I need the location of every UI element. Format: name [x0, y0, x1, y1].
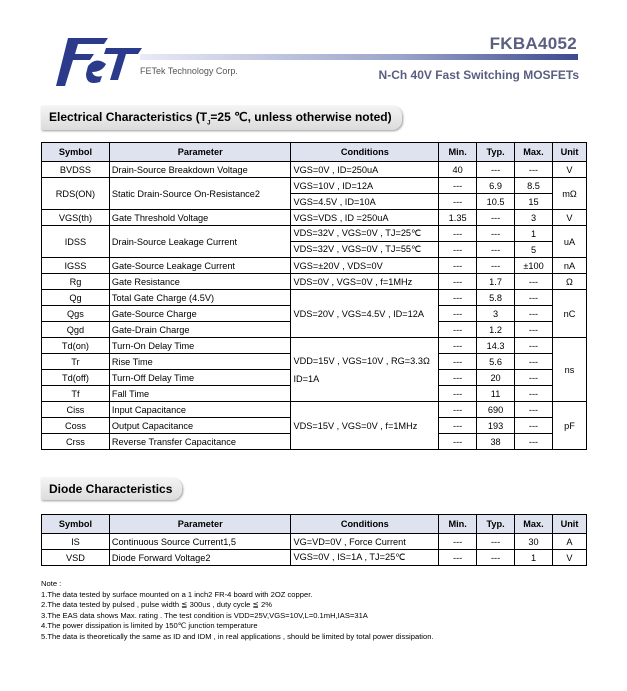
conditions: VGS=VDS , ID =250uA: [291, 210, 439, 226]
max: ---: [515, 338, 553, 354]
header-bar: [140, 54, 578, 60]
symbol: Rg: [42, 274, 110, 290]
typ: 14.3: [477, 338, 515, 354]
typ: 5.6: [477, 354, 515, 370]
note-5: 5.The data is theoretically the same as ID and IDM , in real applications , should be limited by total power dissipation.: [41, 631, 434, 641]
unit: mΩ: [552, 178, 586, 210]
unit: uA: [552, 226, 586, 258]
col-min: Min.: [439, 515, 477, 534]
col-unit: Unit: [552, 143, 586, 162]
typ: 10.5: [477, 194, 515, 210]
symbol: IDSS: [42, 226, 110, 258]
min: ---: [439, 274, 477, 290]
parameter: Gate-Drain Charge: [109, 322, 291, 338]
conditions: VDS=20V , VGS=4.5V , ID=12A: [291, 290, 439, 338]
min: ---: [439, 194, 477, 210]
max: ---: [515, 402, 553, 418]
table-row: [42, 210, 587, 226]
unit: V: [552, 550, 586, 566]
max: ---: [515, 354, 553, 370]
max: ---: [515, 306, 553, 322]
min: ---: [439, 242, 477, 258]
min: ---: [439, 550, 477, 566]
min: ---: [439, 290, 477, 306]
unit: V: [552, 162, 586, 178]
symbol: Td(off): [42, 370, 110, 386]
min: ---: [439, 354, 477, 370]
electrical-section-title: Electrical Characteristics ($T_J=25$ ℃, unless otherwise noted): [41, 106, 402, 130]
table-row: [42, 338, 587, 354]
conditions: VGS=0V , IS=1A , TJ=25℃: [291, 550, 439, 566]
min: ---: [439, 370, 477, 386]
typ: ---: [477, 550, 515, 566]
conditions: VDS=0V , VGS=0V , f=1MHz: [291, 274, 439, 290]
col-min: Min.: [439, 143, 477, 162]
min: ---: [439, 322, 477, 338]
col-typ: Typ.: [477, 515, 515, 534]
diode-table: [41, 514, 587, 566]
table-header: [42, 515, 587, 534]
unit: nA: [552, 258, 586, 274]
symbol: Ciss: [42, 402, 110, 418]
part-number: FKBA4052: [489, 34, 577, 53]
col-conditions: Conditions: [291, 515, 439, 534]
max: 3: [515, 210, 553, 226]
conditions: VGS=10V , ID=12A: [291, 178, 439, 194]
symbol: Crss: [42, 434, 110, 450]
conditions-line-1: VDD=15V , VGS=10V , RG=3.3Ω: [293, 355, 430, 366]
table-row: [42, 290, 587, 306]
table-row: [42, 550, 587, 566]
unit: nC: [552, 290, 586, 338]
electrical-table: [41, 142, 587, 450]
min: 1.35: [439, 210, 477, 226]
conditions-line-2: ID=1A: [293, 373, 320, 384]
col-symbol: Symbol: [42, 515, 110, 534]
col-conditions: Conditions: [291, 143, 439, 162]
conditions: VGS=0V , ID=250uA: [291, 162, 439, 178]
parameter: Gate Resistance: [109, 274, 291, 290]
min: ---: [439, 386, 477, 402]
typ: ---: [477, 534, 515, 550]
col-unit: Unit: [552, 515, 586, 534]
conditions: VDS=32V , VGS=0V , TJ=55℃: [291, 242, 439, 258]
parameter: Continuous Source Current1,5: [109, 534, 291, 550]
typ: 1.7: [477, 274, 515, 290]
typ: ---: [477, 162, 515, 178]
subtitle: N-Ch 40V Fast Switching MOSFETs: [378, 68, 579, 82]
symbol: Qg: [42, 290, 110, 306]
conditions: VGS=4.5V , ID=10A: [291, 194, 439, 210]
parameter: Rise Time: [109, 354, 291, 370]
parameter: Drain-Source Leakage Current: [109, 226, 291, 258]
min: ---: [439, 338, 477, 354]
min: ---: [439, 178, 477, 194]
typ: 690: [477, 402, 515, 418]
col-parameter: Parameter: [109, 143, 291, 162]
max: ---: [515, 370, 553, 386]
symbol: VSD: [42, 550, 110, 566]
parameter: Output Capacitance: [109, 418, 291, 434]
conditions: VDS=15V , VGS=0V , f=1MHz: [291, 402, 439, 450]
parameter: Fall Time: [109, 386, 291, 402]
unit: V: [552, 210, 586, 226]
col-max: Max.: [515, 143, 553, 162]
symbol: IGSS: [42, 258, 110, 274]
typ: 11: [477, 386, 515, 402]
conditions: [291, 338, 439, 402]
symbol: Coss: [42, 418, 110, 434]
company-name: FETek Technology Corp.: [140, 66, 238, 76]
note-1: 1.The data tested by surface mounted on a 1 inch2 FR-4 board with 2OZ copper.: [41, 589, 313, 599]
table-row: [42, 274, 587, 290]
typ: 5.8: [477, 290, 515, 306]
table-row: [42, 226, 587, 242]
parameter: Turn-Off Delay Time: [109, 370, 291, 386]
parameter: Drain-Source Breakdown Voltage: [109, 162, 291, 178]
parameter: Gate Threshold Voltage: [109, 210, 291, 226]
col-max: Max.: [515, 515, 553, 534]
table-row: [42, 534, 587, 550]
table-row: [42, 162, 587, 178]
note-2: 2.The data tested by pulsed , pulse width ≦ 300us , duty cycle ≦ 2%: [41, 600, 272, 609]
max: ---: [515, 386, 553, 402]
table-header: [42, 143, 587, 162]
conditions: VDS=32V , VGS=0V , TJ=25℃: [291, 226, 439, 242]
symbol: Tr: [42, 354, 110, 370]
typ: 193: [477, 418, 515, 434]
min: ---: [439, 226, 477, 242]
table-row: [42, 178, 587, 194]
parameter: Gate-Source Leakage Current: [109, 258, 291, 274]
typ: ---: [477, 210, 515, 226]
max: 1: [515, 550, 553, 566]
parameter: Total Gate Charge (4.5V): [109, 290, 291, 306]
max: ±100: [515, 258, 553, 274]
parameter: Static Drain-Source On-Resistance2: [109, 178, 291, 210]
typ: 20: [477, 370, 515, 386]
max: 30: [515, 534, 553, 550]
diode-section-title: Diode Characteristics: [41, 478, 182, 500]
conditions: VGS=±20V , VDS=0V: [291, 258, 439, 274]
min: ---: [439, 306, 477, 322]
conditions: VG=VD=0V , Force Current: [291, 534, 439, 550]
min: ---: [439, 534, 477, 550]
typ: ---: [477, 226, 515, 242]
symbol: Tf: [42, 386, 110, 402]
max: ---: [515, 434, 553, 450]
unit: A: [552, 534, 586, 550]
typ: 38: [477, 434, 515, 450]
typ: ---: [477, 242, 515, 258]
symbol: Qgd: [42, 322, 110, 338]
max: ---: [515, 322, 553, 338]
symbol: BVDSS: [42, 162, 110, 178]
symbol: Qgs: [42, 306, 110, 322]
symbol: IS: [42, 534, 110, 550]
min: ---: [439, 434, 477, 450]
unit: Ω: [552, 274, 586, 290]
parameter: Gate-Source Charge: [109, 306, 291, 322]
col-typ: Typ.: [477, 143, 515, 162]
unit: pF: [552, 402, 586, 450]
note-4: 4.The power dissipation is limited by 150℃ junction temperature: [41, 621, 258, 630]
typ: 6.9: [477, 178, 515, 194]
col-parameter: Parameter: [109, 515, 291, 534]
parameter: Input Capacitance: [109, 402, 291, 418]
max: ---: [515, 290, 553, 306]
table-row: [42, 258, 587, 274]
min: 40: [439, 162, 477, 178]
max: 15: [515, 194, 553, 210]
symbol: VGS(th): [42, 210, 110, 226]
max: ---: [515, 162, 553, 178]
max: ---: [515, 274, 553, 290]
min: ---: [439, 258, 477, 274]
typ: 1.2: [477, 322, 515, 338]
typ: ---: [477, 258, 515, 274]
max: 8.5: [515, 178, 553, 194]
notes: [41, 579, 434, 642]
symbol: Td(on): [42, 338, 110, 354]
typ: 3: [477, 306, 515, 322]
max: ---: [515, 418, 553, 434]
note-heading: Note :: [41, 579, 62, 588]
table-row: [42, 402, 587, 418]
min: ---: [439, 418, 477, 434]
symbol: RDS(ON): [42, 178, 110, 210]
max: 5: [515, 242, 553, 258]
fetek-logo: [48, 36, 144, 88]
min: ---: [439, 402, 477, 418]
unit: ns: [552, 338, 586, 402]
parameter: Diode Forward Voltage2: [109, 550, 291, 566]
max: 1: [515, 226, 553, 242]
parameter: Turn-On Delay Time: [109, 338, 291, 354]
parameter: Reverse Transfer Capacitance: [109, 434, 291, 450]
note-3: 3.The EAS data shows Max. rating . The test condition is VDD=25V,VGS=10V,L=0.1mH,IAS=31A: [41, 610, 368, 620]
col-symbol: Symbol: [42, 143, 110, 162]
